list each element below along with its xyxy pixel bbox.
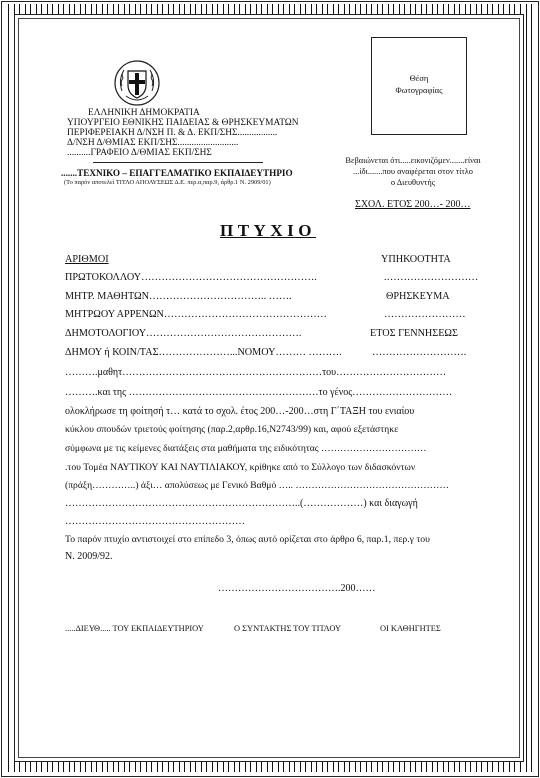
school-year: ΣΧΟΛ. ΕΤΟΣ 200…- 200… — [355, 199, 471, 210]
student-register-field: ΜΗΤΡ. ΜΑΘΗΤΩΝ…………………………….. ……. — [65, 291, 292, 302]
birth-year-label: ΕΤΟΣ ΓΕΝΝΗΣΕΩΣ — [370, 328, 458, 339]
body-line-1: ……….μαθητ……………………………………………………του…………………………… — [65, 367, 447, 378]
body-line-8: ……………………………………………………………..(………………) και διαγωγή — [65, 498, 418, 509]
municipal-register-field: ΔΗΜΟΤΟΛΟΓΙΟΥ………………………………………. — [65, 328, 302, 339]
body-line-11: Ν. 2009/92. — [65, 551, 113, 562]
body-line-3: ολοκλήρωσε τη φοίτησή τ… κατά το σχολ. έτος 200…-200…στη Γ΄ΤΑΞΗ του ενιαίου — [65, 406, 415, 417]
body-line-9: ……………………………………………… — [65, 516, 245, 527]
certification-line-2: ...ίδι.......που αναφέρεται στον τίτλο — [353, 167, 473, 176]
certification-text — [313, 155, 513, 188]
body-line-10: Το παρόν πτυχίο αντιστοιχεί στο επίπεδο 3, όπως αυτό ορίζεται στο άρθρο 6, παρ.1, περ.γ του — [65, 534, 430, 545]
school-note: (Το παρόν αποτελεί ΤΙΤΛΟ ΑΠΟΛΥΣΕΩΣ Δ.Ε. περ.α,παρ.9, άρθρ.1 Ν. 2909/01) — [64, 179, 271, 186]
male-register-field: ΜΗΤΡΩΟΥ ΑΡΡΕΝΩΝ………………………………………… — [65, 309, 327, 320]
religion-label: ΘΡΗΣΚΕΥΜΑ — [386, 291, 450, 302]
school-type: .......ΤΕΧΝΙΚΟ – ΕΠΑΓΓΕΛΜΑΤΙΚΟ ΕΚΠΑΙΔΕΥΤΗΡΙΟ — [61, 168, 293, 178]
body-line-5: σύμφωνα με τις κείμενες διατάξεις στα μαθήματα της ειδικότητας …………………………… — [65, 443, 427, 454]
signature-author: Ο ΣΥΝΤΑΚΤΗΣ ΤΟΥ ΤΙΤΛΟΥ — [234, 624, 342, 633]
protocol-field: ΠΡΩΤΟΚΟΛΛΟΥ……………………………………………. — [65, 272, 317, 283]
body-line-6: .του Τομέα ΝΑΥΤΙΚΟΥ ΚΑΙ ΝΑΥΤΙΛΙΑΚΟΥ, κρίθηκε από το Σύλλογο των διδασκόντων — [65, 462, 416, 473]
document-title: ΠΤΥΧΙΟ — [220, 221, 316, 240]
citizenship-value: .……………………… — [384, 272, 479, 283]
photo-label-1: Θέση — [409, 73, 429, 83]
header-line-2: ΥΠΟΥΡΓΕΙΟ ΕΘΝΙΚΗΣ ΠΑΙΔΕΙΑΣ & ΘΡΗΣΚΕΥΜΑΤΩΝ — [67, 118, 299, 128]
citizenship-label: ΥΠΗΚΟΟΤΗΤΑ — [381, 254, 451, 265]
certification-line-1: Βεβαιώνεται ότι.....εικονιζόμεν.......είναι — [345, 156, 481, 165]
greek-coat-of-arms-icon — [112, 58, 162, 108]
municipality-prefecture-field: ΔΗΜΟΥ ή ΚΟΙΝ/ΤΑΣ…………………...ΝΟΜΟΥ……… ………. — [65, 347, 342, 358]
certification-line-3: ο Διευθυντής — [390, 178, 436, 187]
header-divider — [93, 162, 263, 163]
photo-label-2: Φωτογραφίας — [395, 85, 443, 95]
birth-year-value: ………………………. — [372, 347, 467, 358]
signature-teachers: ΟΙ ΚΑΘΗΓΗΤΕΣ — [380, 624, 441, 633]
numbers-heading: ΑΡΙΘΜΟΙ — [65, 254, 109, 265]
header-line-4: Δ/ΝΣΗ Δ/ΘΜΙΑΣ ΕΚΠ/ΣΗΣ.......................... — [67, 138, 239, 148]
date-line: ……………………………….200…… — [218, 583, 376, 594]
body-line-7: (πράξη…………..) άξι… απολύσεως με Γενικό Βαθμό ….. ………………………………………… — [65, 480, 449, 491]
header-line-3: ΠΕΡΙΦΕΡΕΙΑΚΗ Δ/ΝΣΗ Π. & Δ. ΕΚΠ/ΣΗΣ................. — [67, 128, 278, 138]
photo-placeholder — [371, 37, 467, 135]
signature-director: .....ΔΙΕΥΘ..... ΤΟΥ ΕΚΠΑΙΔΕΥΤΗΡΙΟΥ — [65, 624, 204, 633]
body-line-4: κύκλου σπουδών τριετούς φοίτησης (παρ.2,αρθρ.16,Ν2743/99) και, αφού εξετάστηκε — [65, 424, 399, 435]
header-line-1: ΕΛΛΗΝΙΚΗ ΔΗΜΟΚΡΑΤΙΑ — [88, 108, 200, 118]
religion-value: …………………… — [384, 309, 466, 320]
header-line-5: ..........ΓΡΑΦΕΙΟ Δ/ΘΜΙΑΣ ΕΚΠ/ΣΗΣ — [67, 148, 212, 158]
body-line-2: ……….και της …………………………………………………το γένος………………………… — [65, 387, 453, 398]
